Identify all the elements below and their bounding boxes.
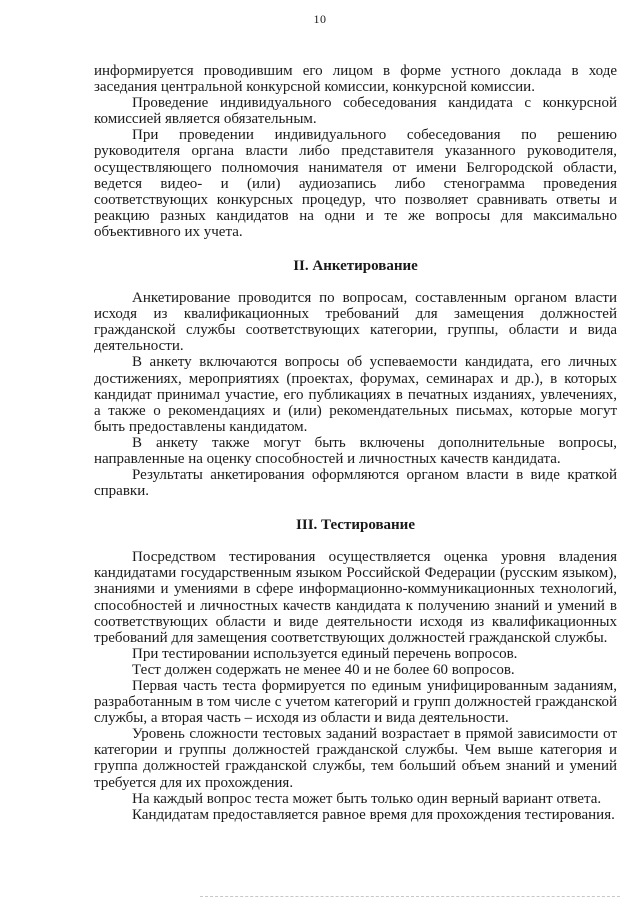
section-heading-testing: III. Тестирование: [296, 517, 415, 534]
spacer: [94, 274, 617, 290]
paragraph: При проведении индивидуального собеседования по решению руководителя органа власти либо представителя указанного руководителя, осуществляющего полномочия нанимателя от имени Белгородской области, ведется видео- и (или) аудиозапись либо стенограмма проведения соответствующих конкурсных процедур, что позволяет сравнивать ответы и реакцию разных кандидатов на одни и те же вопросы для максимально объективного их учета.: [94, 127, 617, 240]
paragraph: В анкету включаются вопросы об успеваемости кандидата, его личных достижениях, мероприятиях (проектах, форумах, семинарах и др.), в которых кандидат принимал участие, его публикациях в печатных изданиях, увлечениях, а также о рекомендациях и (или) рекомендательных письмах, которые могут быть предоставлены кандидатом.: [94, 354, 617, 435]
page-number: 10: [313, 12, 327, 26]
page-bottom-divider: [200, 896, 620, 897]
paragraph: Тест должен содержать не менее 40 и не более 60 вопросов.: [132, 661, 515, 678]
paragraph: информируется проводившим его лицом в форме устного доклада в ходе заседания центральной конкурсной комиссии, конкурсной комиссии.: [94, 63, 617, 96]
section-heading-questionnaire: II. Анкетирование: [293, 258, 418, 275]
paragraph: Уровень сложности тестовых заданий возрастает в прямой зависимости от категории и группы должностей гражданской службы. Чем выше категория и группа должностей гражданской службы, тем больший объем знаний и умений требуется для их прохождения.: [94, 726, 617, 791]
paragraph: В анкету также могут быть включены дополнительные вопросы, направленные на оценку способностей и личностных качеств кандидата.: [94, 434, 617, 467]
paragraph: На каждый вопрос теста может быть только один верный вариант ответа.: [132, 790, 602, 807]
paragraph: Посредством тестирования осуществляется оценка уровня владения кандидатами государственным языком Российской Федерации (русским языком), знаниями и умениями в сфере информационно-коммуникационных технологий, способностей и личностных качеств кандидата к получению знаний и умений в соответствующих области и виде деятельности исходя из квалификационных требований для замещения соответствующих должностей гражданской службы.: [94, 549, 617, 646]
paragraph: Результаты анкетирования оформляются органом власти в виде краткой справки.: [94, 467, 617, 500]
paragraph: Проведение индивидуального собеседования кандидата с конкурсной комиссией является обязательным.: [94, 95, 617, 128]
spacer: [94, 499, 617, 517]
spacer: [94, 533, 617, 549]
spacer: [94, 240, 617, 258]
paragraph: При тестировании используется единый перечень вопросов.: [132, 645, 518, 662]
document-body: [94, 63, 617, 823]
paragraph: Кандидатам предоставляется равное время для прохождения тестирования.: [132, 806, 615, 823]
paragraph: Первая часть теста формируется по единым унифицированным заданиям, разработанным в том числе с учетом категорий и групп должностей гражданской службы, а вторая часть – исходя из области и вида деятельности.: [94, 678, 617, 727]
paragraph: Анкетирование проводится по вопросам, составленным органом власти исходя из квалификационных требований для замещения должностей гражданской службы соответствующих категории, группы, области и вида деятельности.: [94, 290, 617, 355]
